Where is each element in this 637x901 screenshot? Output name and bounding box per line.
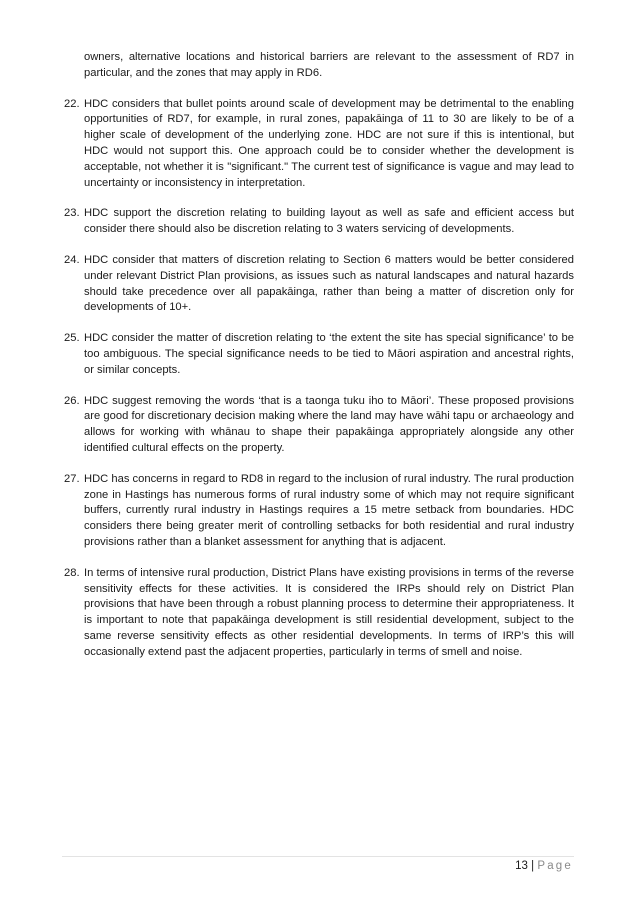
intro-paragraph: owners, alternative locations and historical barriers are relevant to the assessment of RD7 in particular, and the zones that may apply in RD6. [84, 51, 574, 79]
point-number: 25. [64, 332, 80, 345]
point-27 [64, 472, 574, 551]
point-number: 26. [64, 394, 80, 407]
point-number: 23. [64, 207, 80, 220]
point-22 [64, 97, 574, 192]
point-23 [64, 206, 574, 238]
point-25 [64, 331, 574, 378]
point-text: In terms of intensive rural production, District Plans have existing provisions in terms of the reverse sensitivity effects for these activities. It is considered the IRPs should rely on District Plan provisions that have been through a robust planning process to determine their appropriateness. It is important to note that papakāinga development is still residential development, subject to the same reverse sensitivity effects as other residential developments. In terms of IRP’s this will occasionally extend past the adjacent properties, particularly in terms of smell and noise. [84, 566, 574, 658]
point-number: 27. [64, 472, 80, 485]
numbered-points [64, 97, 574, 661]
page-label: Page [537, 860, 573, 872]
point-26 [64, 394, 574, 457]
point-number: 22. [64, 97, 80, 110]
document-body [64, 50, 574, 661]
point-text: HDC considers that bullet points around scale of development may be detrimental to the enabling opportunities of RD7, for example, in rural zones, papakāinga of 11 to 30 are likely to be of a higher scale of development of the underlying zone. HDC are not sure if this is intentional, but HDC would not support this. One approach could be to consider whether the development is acceptable, not whether it is "significant." The current test of significance is vague and may lead to uncertainty or inconsistency in interpretation. [84, 97, 574, 189]
point-24 [64, 253, 574, 316]
point-text: HDC consider the matter of discretion relating to ‘the extent the site has special significance’ to be too ambiguous. The special significance needs to be tied to Māori aspiration and ancestral rights, or similar concepts. [84, 332, 574, 376]
point-28 [64, 566, 574, 661]
point-number: 24. [64, 253, 80, 266]
point-text: HDC suggest removing the words ‘that is a taonga tuku iho to Māori’. These proposed provisions are good for discretionary decision making where the land may have wāhi tapu or archaeology and allows for working with whānau to shape their papakāinga appropriately alongside any other identified cultural effects on the property. [84, 394, 574, 454]
point-text: HDC consider that matters of discretion relating to Section 6 matters would be better considered under relevant District Plan provisions, as issues such as natural landscapes and natural hazards should take precedence over all papakāinga, rather than being a matter of discretion only for developments of 10+. [84, 253, 574, 314]
point-text: HDC has concerns in regard to RD8 in regard to the inclusion of rural industry. The rural production zone in Hastings has numerous forms of rural industry some of which may not require significant buffers, currently rural industry in Hastings requires a 15 metre setback from boundaries. HDC considers there being greater merit of controlling setbacks for both residential and rural industry provisions rather than a blanket assessment for anything that is adjacent. [84, 472, 574, 548]
point-text: HDC support the discretion relating to building layout as well as safe and efficient access but consider there should also be discretion relating to 3 waters servicing of developments. [84, 207, 574, 236]
point-number: 28. [64, 566, 80, 579]
page-number: 13 [515, 860, 528, 872]
page-footer [515, 860, 573, 872]
footer-separator: | [531, 860, 535, 872]
footer-divider [62, 856, 574, 857]
